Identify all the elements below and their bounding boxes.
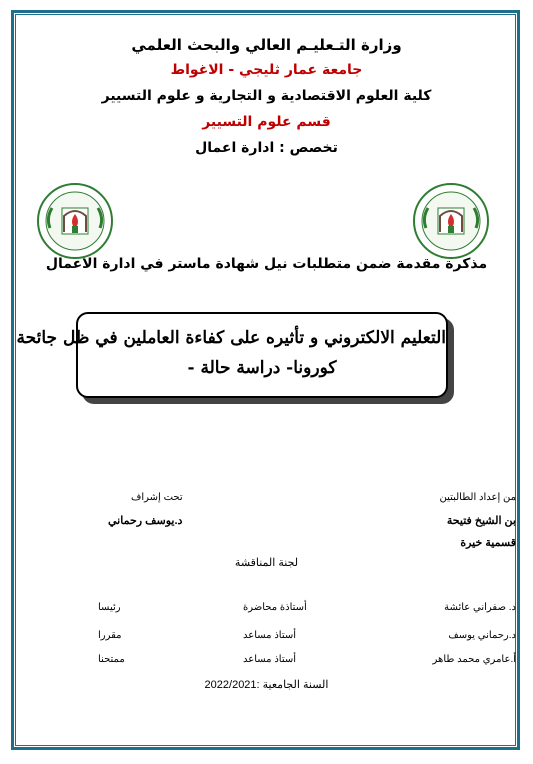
thesis-purpose: مذكرة مقدمة ضمن متطلبات نيل شهادة ماستر في ادارة الاعمال [45,256,488,272]
thesis-title-line-1: التعليم الالكتروني و تأثيره على كفاءة العاملين في ظل جائحة [16,328,446,348]
university-logo-icon [412,182,490,260]
university-logo-icon [36,182,114,260]
committee-title: لجنة المناقشة [234,557,299,569]
ministry-title: وزارة التـعليـم العالي والبحث العلمي [131,36,402,54]
committee-member-role: ممتحنا [98,654,125,665]
student-name: قسمية خيرة [460,537,516,549]
committee-member-rank: أستاذة محاضرة [243,602,307,613]
committee-member-name: أ.عامري محمد طاهر [432,654,516,665]
prepared-by-label: من إعداد الطالبتين [439,492,516,503]
student-name: بن الشيخ فتيحة [446,515,516,527]
academic-year: السنة الجامعية :2022/2021 [204,679,329,691]
committee-member-role: رئيسا [98,602,121,613]
university-name: جامعة عمار ثليجي - الاغواط [170,62,363,78]
thesis-title-box [16,312,448,398]
committee-member-role: مقررا [98,630,122,641]
committee-member-rank: أستاذ مساعد [243,654,296,665]
faculty-name: كلية العلوم الاقتصادية و التجارية و علوم التسيير [101,88,432,104]
committee-member-name: د.رحماني يوسف [448,630,516,641]
department-name: قسم علوم التسيير [202,114,331,130]
supervision-label: تحت إشراف [131,492,183,503]
committee-member-name: د. صفراني عائشة [444,602,516,613]
thesis-title-line-2: كورونا- دراسة حالة - [187,358,337,378]
supervisor-name: د.يوسف رحماني [108,515,183,527]
committee-member-rank: أستاذ مساعد [243,630,296,641]
specialty: تخصص : ادارة اعمال [195,140,338,156]
